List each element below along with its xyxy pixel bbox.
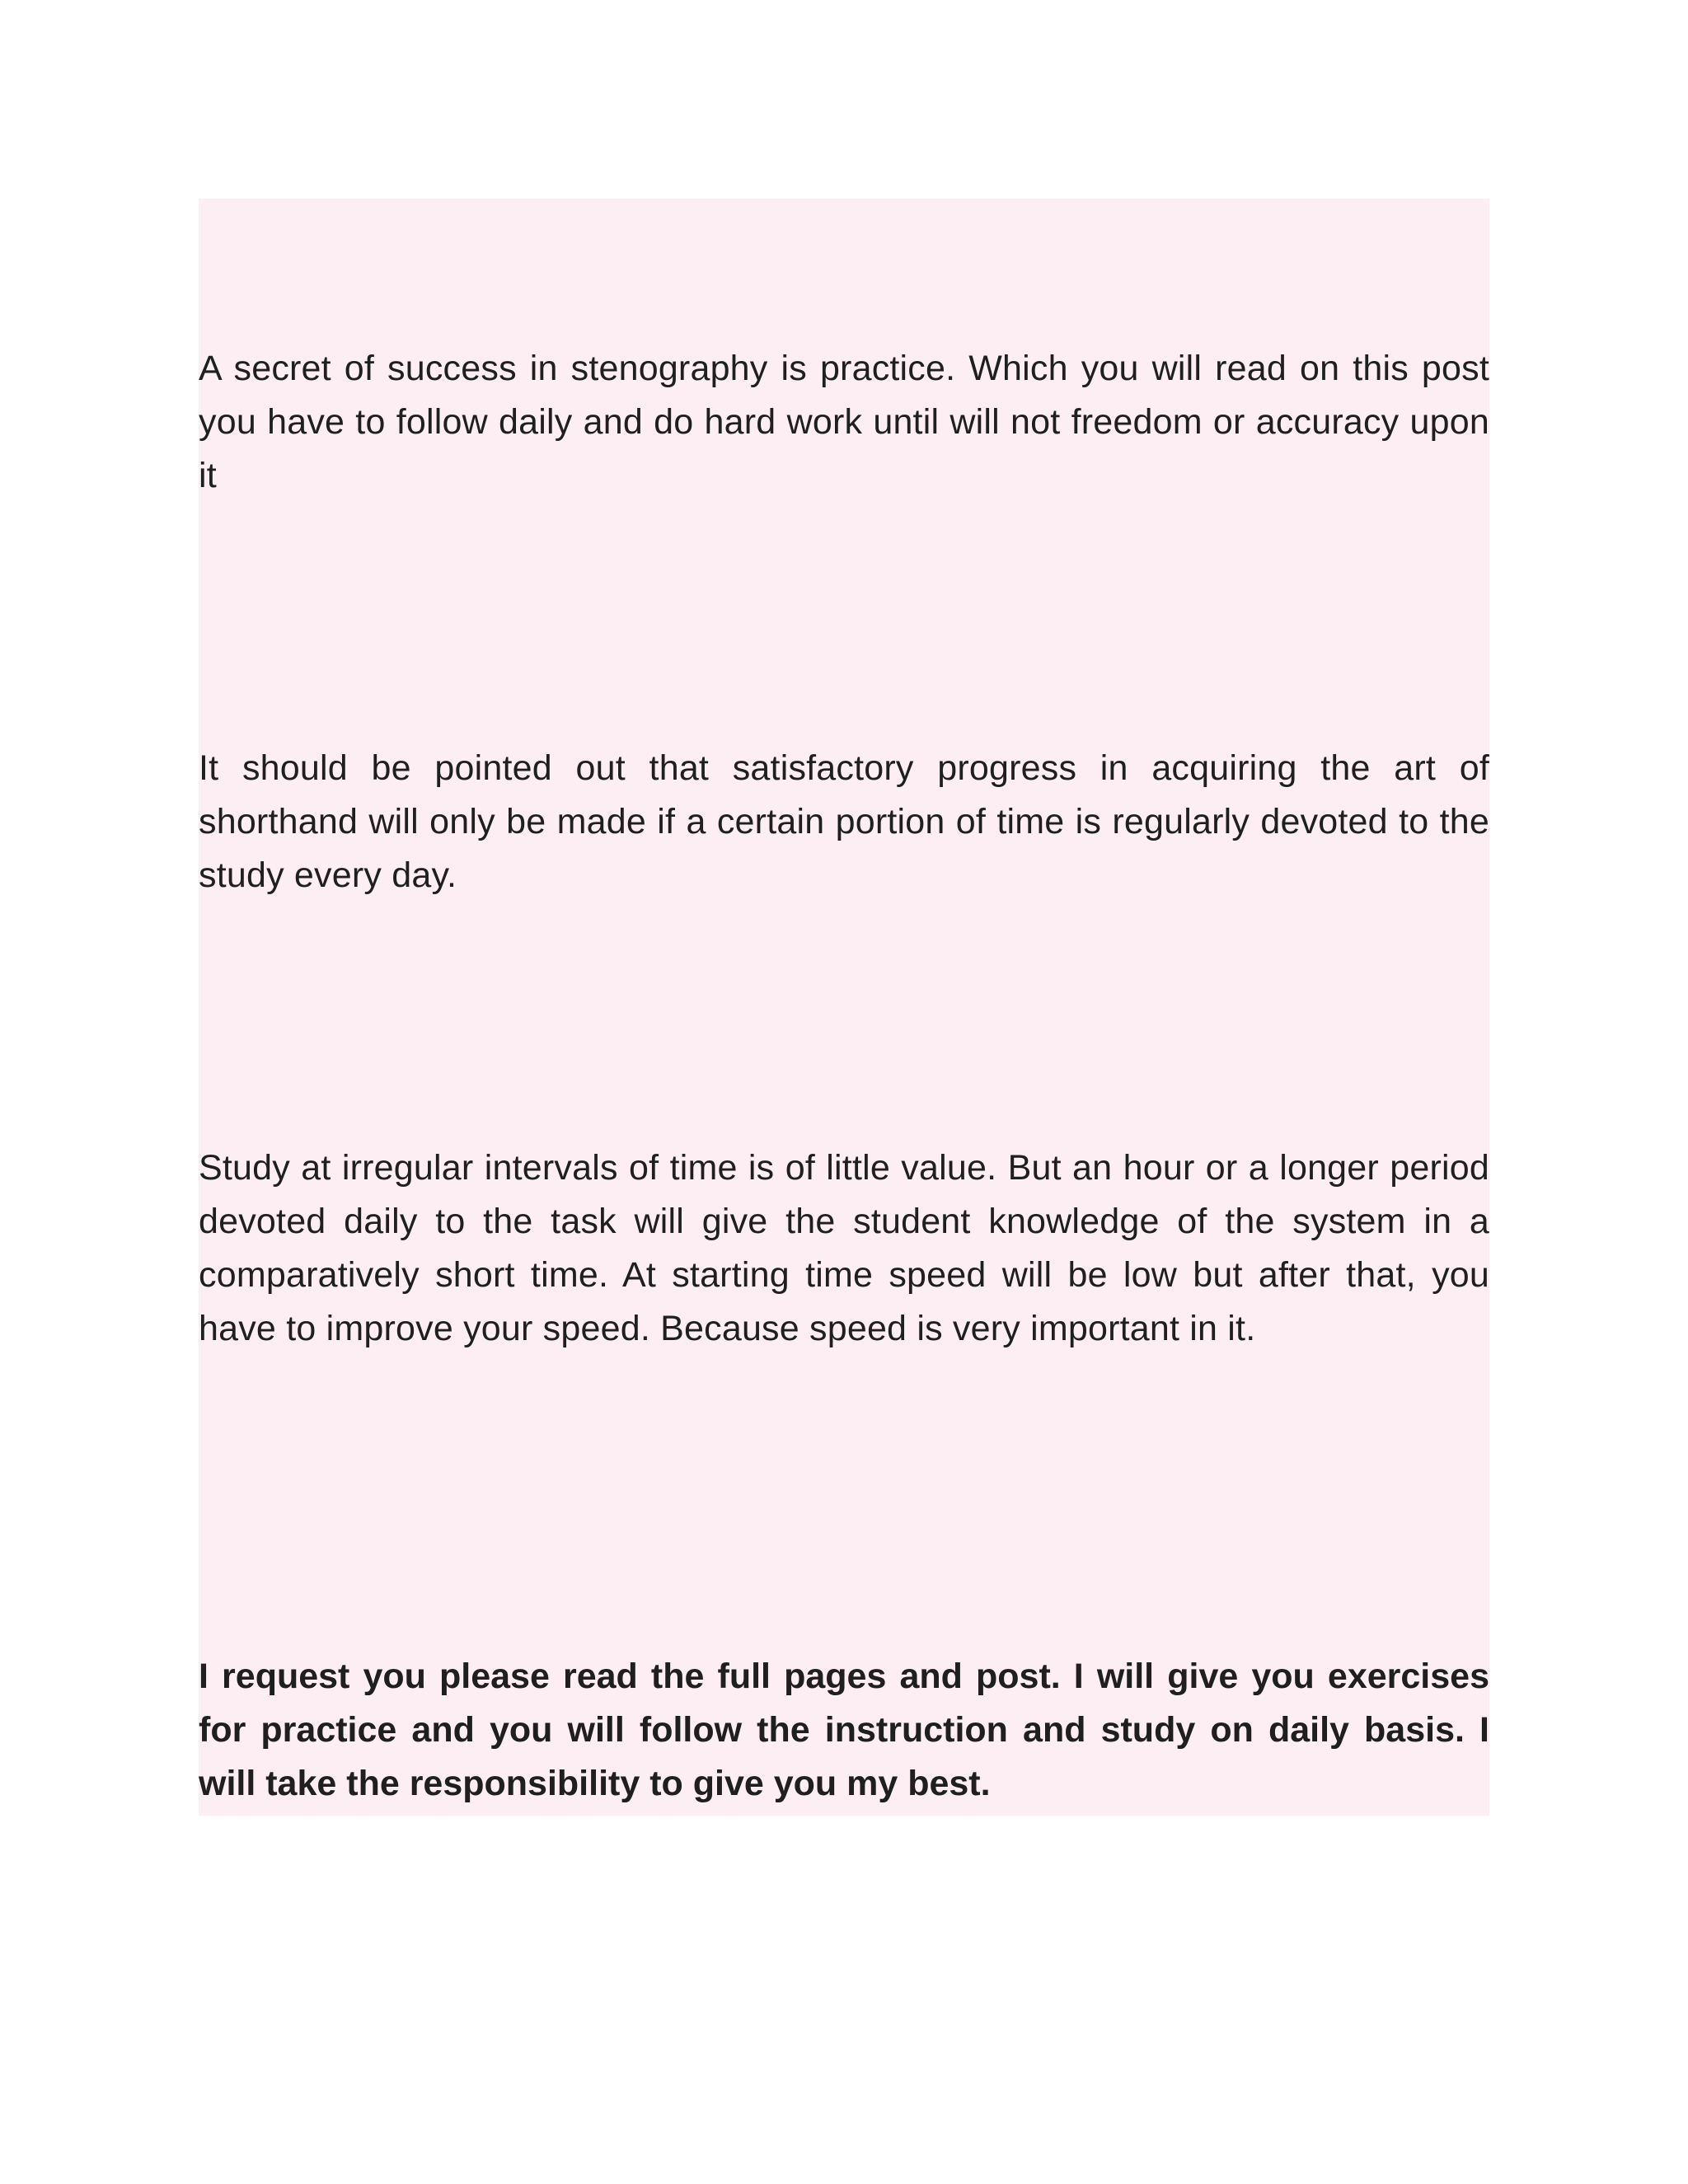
paragraph-irregular-intervals: Study at irregular intervals of time is of little value. But an hour or a longer period devoted daily to the task will give the student knowledge of the system in a comparatively short time. At starting time speed will be low but after that, you have to improve your speed. Because speed is very important in it. xyxy=(199,1148,1489,1348)
paragraph-practice-secret: A secret of success in stenography is practice. Which you will read on this post you have to follow daily and do hard work until will not freedom or accuracy upon it xyxy=(199,349,1489,495)
paragraph-request-bold: I request you please read the full pages and post. I will give you exercises for practice and you will follow the instruction and study on daily basis. I will take the responsibility to give you my best. xyxy=(199,1657,1489,1803)
paragraph-regular-study: It should be pointed out that satisfactory progress in acquiring the art of shorthand will only be made if a certain portion of time is regularly devoted to the study every day. xyxy=(199,748,1489,895)
